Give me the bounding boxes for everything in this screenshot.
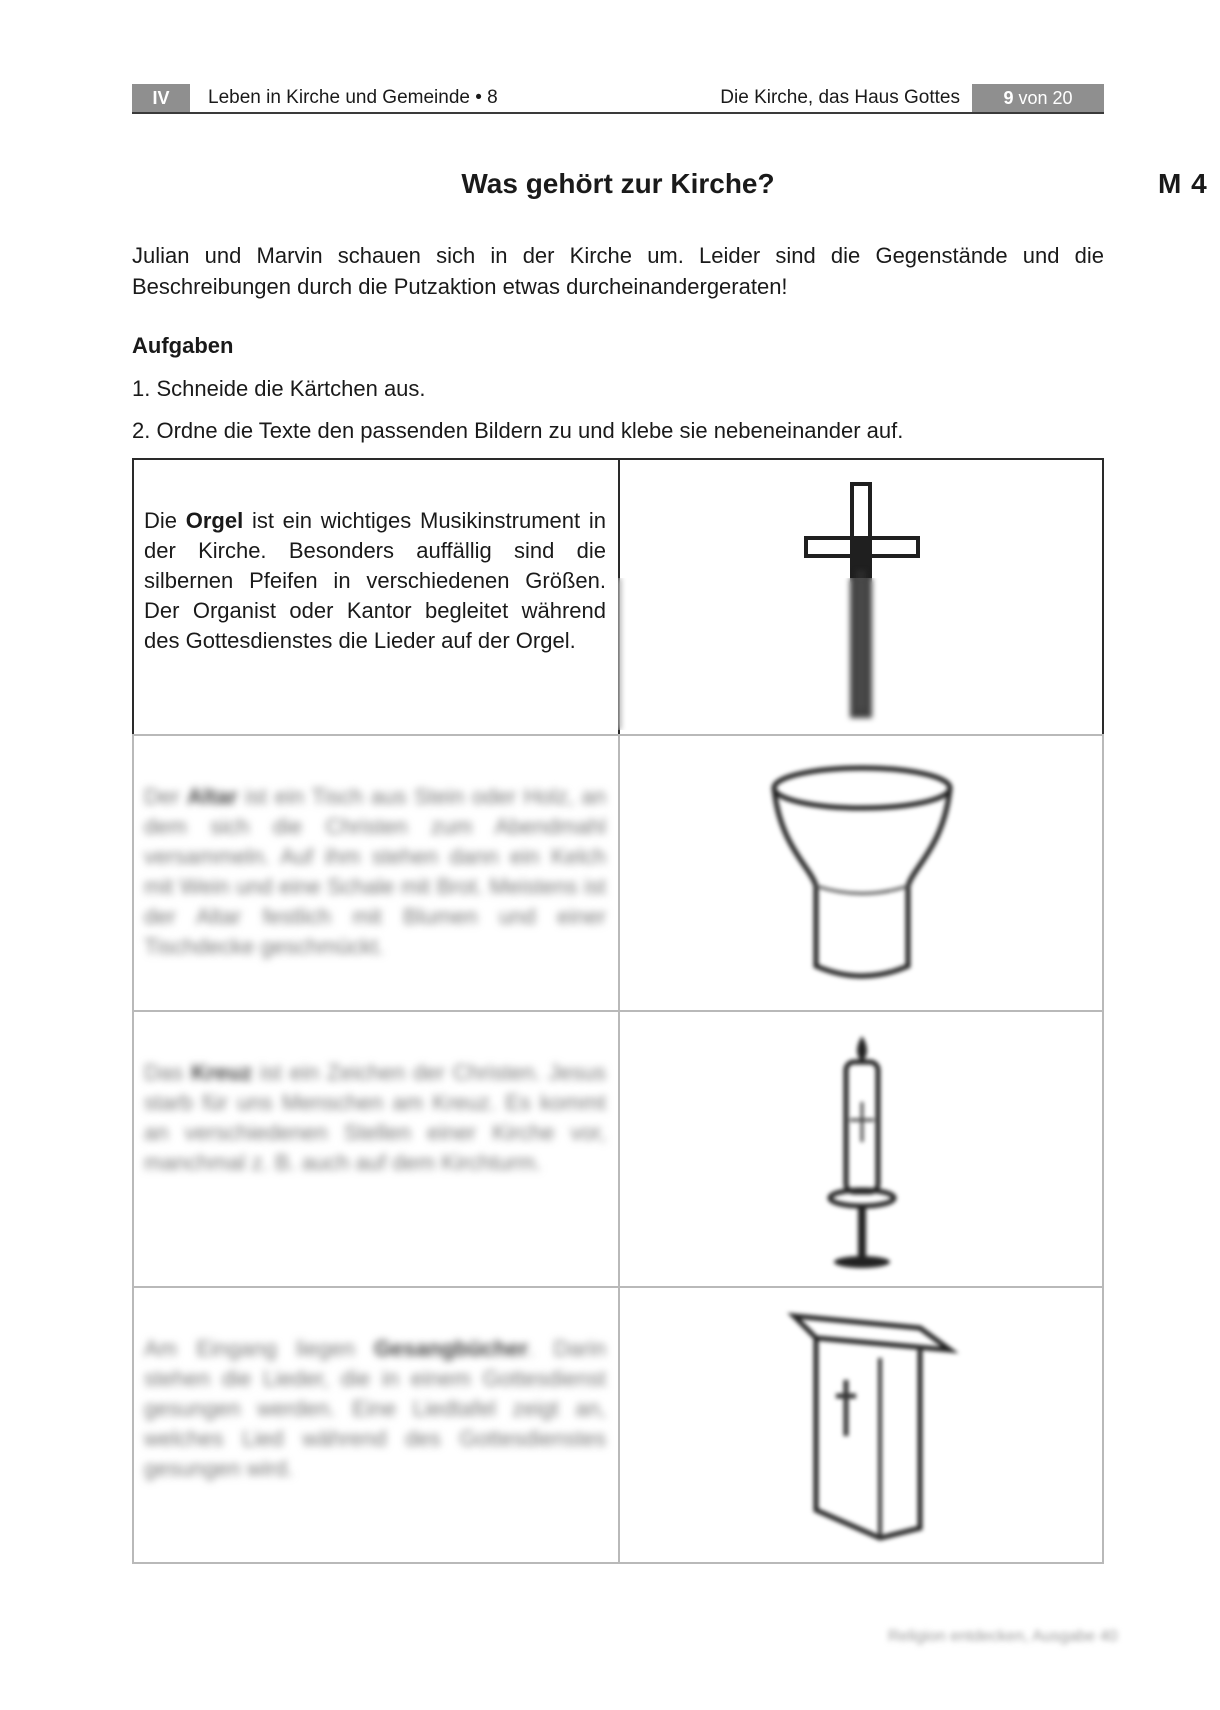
candle-icon <box>620 1012 1104 1286</box>
card-picture <box>620 736 1104 1010</box>
card-picture <box>620 1288 1104 1562</box>
card-picture <box>620 1012 1104 1286</box>
card-row <box>132 734 1104 1012</box>
page-title: Was gehört zur Kirche? <box>461 168 775 199</box>
baptismal-font-icon <box>620 736 1104 1010</box>
task-item: 2. Ordne die Texte den passenden Bildern zu und klebe sie nebeneinander auf. <box>132 418 904 443</box>
intro-text: Julian und Marvin schauen sich in der Kirche um. Leider sind die Gegenstände und die Beschreibungen durch die Putzaktion etwas durcheinandergeraten! <box>132 243 1104 299</box>
lectern-icon <box>620 1288 1104 1562</box>
material-code: M 4 <box>1158 168 1208 199</box>
section-badge: IV <box>132 84 190 112</box>
footer-source: Religion entdecken, Ausgabe 40 <box>888 1628 1118 1645</box>
page-total: von 20 <box>1018 87 1073 108</box>
series-title: Leben in Kirche und Gemeinde • 8 <box>208 87 498 108</box>
card-row <box>132 1286 1104 1564</box>
card-text-gesangbuecher: Am Eingang liegen Gesangbücher. Darin stehen die Lieder, die in einem Gottesdienst gesungen werden. Eine Liedtafel zeigt an, welches Lied während des Gottesdienstes gesungen wird. <box>144 1336 606 1481</box>
page-current: 9 <box>1003 87 1014 108</box>
card-text-visible: Die Orgel ist ein wichtiges Musikinstrument in der Kirche. Besonders auffällig sind die silbernen Pfeifen in verschiedenen Größen. Der Organist oder Kantor begleitet während des Gottesdienstes die Lieder auf der Orgel. <box>144 508 606 653</box>
card-text-orgel <box>144 506 606 656</box>
card-row <box>132 1010 1104 1288</box>
page-header <box>132 84 1104 114</box>
card-text-kreuz: Das Kreuz ist ein Zeichen der Christen. Jesus starb für uns Menschen am Kreuz. Es kommt an verschiedenen Stellen einer Kirche vor, manchmal z. B. auch auf dem Kirchturm. <box>144 1060 606 1175</box>
task-item: 1. Schneide die Kärtchen aus. <box>132 376 426 401</box>
page-indicator <box>972 84 1104 112</box>
topic-title: Die Kirche, das Haus Gottes <box>720 87 960 108</box>
tasks-heading: Aufgaben <box>132 333 234 358</box>
blur-overlay <box>618 578 1102 730</box>
card-text-altar: Der Altar ist ein Tisch aus Stein oder Holz, an dem sich die Christen zum Abendmahl versammeln. Auf ihm stehen dann ein Kelch mit Wein und eine Schale mit Brot. Meistens ist der Altar festlich mit Blumen und einer Tischdecke geschmückt. <box>144 784 606 959</box>
